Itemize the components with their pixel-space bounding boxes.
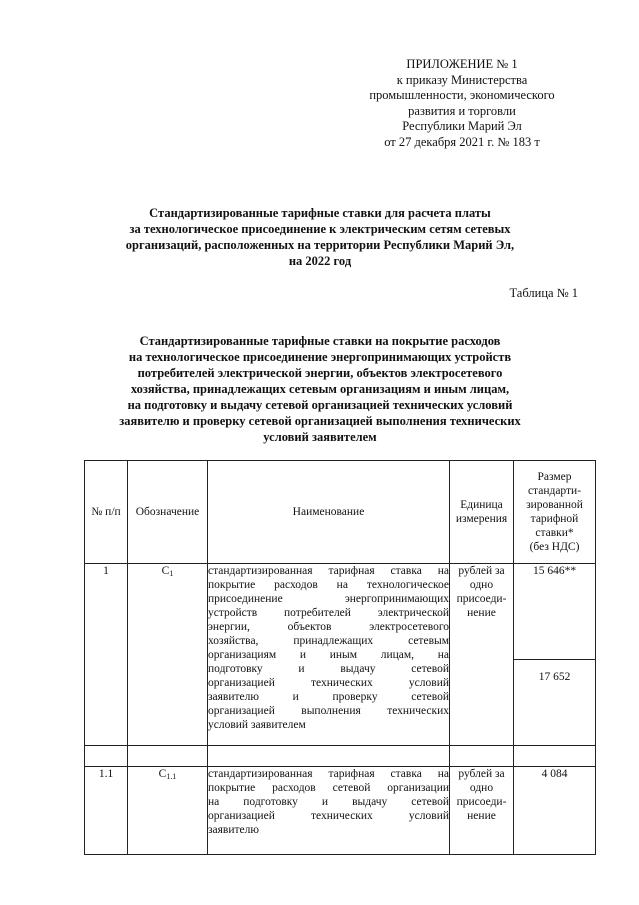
row-name-line: условий заявителем: [208, 719, 306, 731]
row-unit-line: нение: [467, 810, 496, 822]
table-row: [85, 767, 596, 855]
row-rate: 15 646**: [514, 564, 596, 660]
table-title: [90, 333, 550, 445]
document-title: [90, 205, 550, 269]
appendix-line: промышленности, экономического: [369, 88, 555, 103]
row-code-base: С: [161, 565, 170, 577]
subtitle-line: заявителю и проверку сетевой организацией выполнения технических: [119, 414, 521, 428]
header-rate-line: стандарти-: [527, 485, 582, 497]
spacer-cell: [85, 746, 128, 767]
subtitle-line: на подготовку и выдачу сетевой организацией технических условий: [127, 398, 513, 412]
title-line: Стандартизированные тарифные ставки для расчета платы: [149, 206, 491, 220]
row-unit-line: присоеди-: [456, 796, 507, 808]
appendix-line: Республики Марий Эл: [402, 119, 522, 134]
header-num: № п/п: [85, 461, 128, 564]
row-name-line: подготовку и выдачу сетевой: [208, 663, 449, 675]
table-spacer-row: [85, 746, 596, 767]
row-unit-line: одно: [469, 782, 494, 794]
row-unit-line: рублей за: [458, 768, 505, 780]
spacer-cell: [128, 746, 208, 767]
appendix-line: ПРИЛОЖЕНИЕ № 1: [406, 57, 518, 71]
appendix-line: к приказу Министерства: [396, 72, 528, 87]
row-name: [208, 767, 450, 855]
row-name-line: на подготовку и выдачу сетевой: [208, 796, 449, 808]
row-name: [208, 564, 450, 746]
appendix-header: [352, 57, 572, 151]
header-rate: [514, 461, 596, 564]
row-unit-line: рублей за: [458, 565, 505, 577]
row-code: [128, 767, 208, 855]
row-num: 1.1: [85, 767, 128, 855]
row-code-sub: 1: [169, 569, 174, 578]
title-line: на 2022 год: [288, 254, 352, 268]
row-unit-line: нение: [467, 607, 496, 619]
row-name-line: организацией технических условий: [208, 810, 449, 822]
row-unit: [450, 767, 514, 855]
row-name-line: присоединение энергопринимающих: [208, 593, 449, 605]
title-line: организаций, расположенных на территории Республики Марий Эл,: [125, 238, 515, 252]
row-name-line: хозяйства, принадлежащих сетевым: [208, 635, 449, 647]
row-rate: 17 652: [514, 660, 596, 746]
table-number-label: Таблица № 1: [509, 286, 578, 300]
row-name-line: заявителю и проверку сетевой: [208, 691, 449, 703]
spacer-cell: [450, 746, 514, 767]
row-name-line: энергии, объектов электросетевого: [208, 621, 449, 633]
row-name-line: заявителю: [208, 824, 259, 836]
subtitle-line: хозяйства, принадлежащих сетевым организациям и иным лицам,: [130, 382, 510, 396]
row-name-line: покрытие расходов сетевой организации: [208, 782, 449, 794]
row-unit: [450, 564, 514, 746]
row-rate: 4 084: [514, 767, 596, 855]
header-rate-line: зированной: [526, 499, 583, 511]
row-code-base: С: [158, 768, 167, 780]
title-line: за технологическое присоединение к электрическим сетям сетевых: [129, 222, 511, 236]
table-row: [85, 564, 596, 660]
header-rate-line: тарифной: [530, 513, 579, 525]
header-unit-line: измерения: [455, 513, 508, 525]
row-name-line: устройств потребителей электрической: [208, 607, 449, 619]
tariff-rates-table: [84, 460, 596, 855]
header-rate-line: (без НДС): [529, 541, 580, 553]
header-code: Обозначение: [128, 461, 208, 564]
table-header-row: [85, 461, 596, 564]
spacer-cell: [208, 746, 450, 767]
row-name-line: стандартизированная тарифная ставка на: [208, 768, 449, 780]
header-name: Наименование: [208, 461, 450, 564]
subtitle-line: потребителей электрической энергии, объектов электросетевого: [137, 366, 503, 380]
row-name-line: организацией выполнения технических: [208, 705, 449, 717]
appendix-line: развития и торговли: [408, 103, 516, 118]
header-unit: [450, 461, 514, 564]
row-name-line: покрытие расходов на технологическое: [208, 579, 449, 591]
subtitle-line: Стандартизированные тарифные ставки на покрытие расходов: [139, 334, 501, 348]
header-unit-line: Единица: [460, 499, 503, 511]
row-name-line: стандартизированная тарифная ставка на: [208, 565, 449, 577]
subtitle-line: условий заявителем: [263, 430, 377, 444]
appendix-line: от 27 декабря 2021 г. № 183 т: [384, 134, 540, 149]
row-unit-line: присоеди-: [456, 593, 507, 605]
subtitle-line: на технологическое присоединение энергопринимающих устройств: [128, 350, 512, 364]
spacer-cell: [514, 746, 596, 767]
row-unit-line: одно: [469, 579, 494, 591]
row-name-line: организациям и иным лицам, на: [208, 649, 449, 661]
row-code-sub: 1.1: [166, 772, 177, 781]
header-rate-line: Размер: [537, 471, 572, 483]
row-name-line: организацией технических условий: [208, 677, 449, 689]
row-num: 1: [85, 564, 128, 746]
row-code: [128, 564, 208, 746]
header-rate-line: ставки*: [535, 527, 574, 539]
